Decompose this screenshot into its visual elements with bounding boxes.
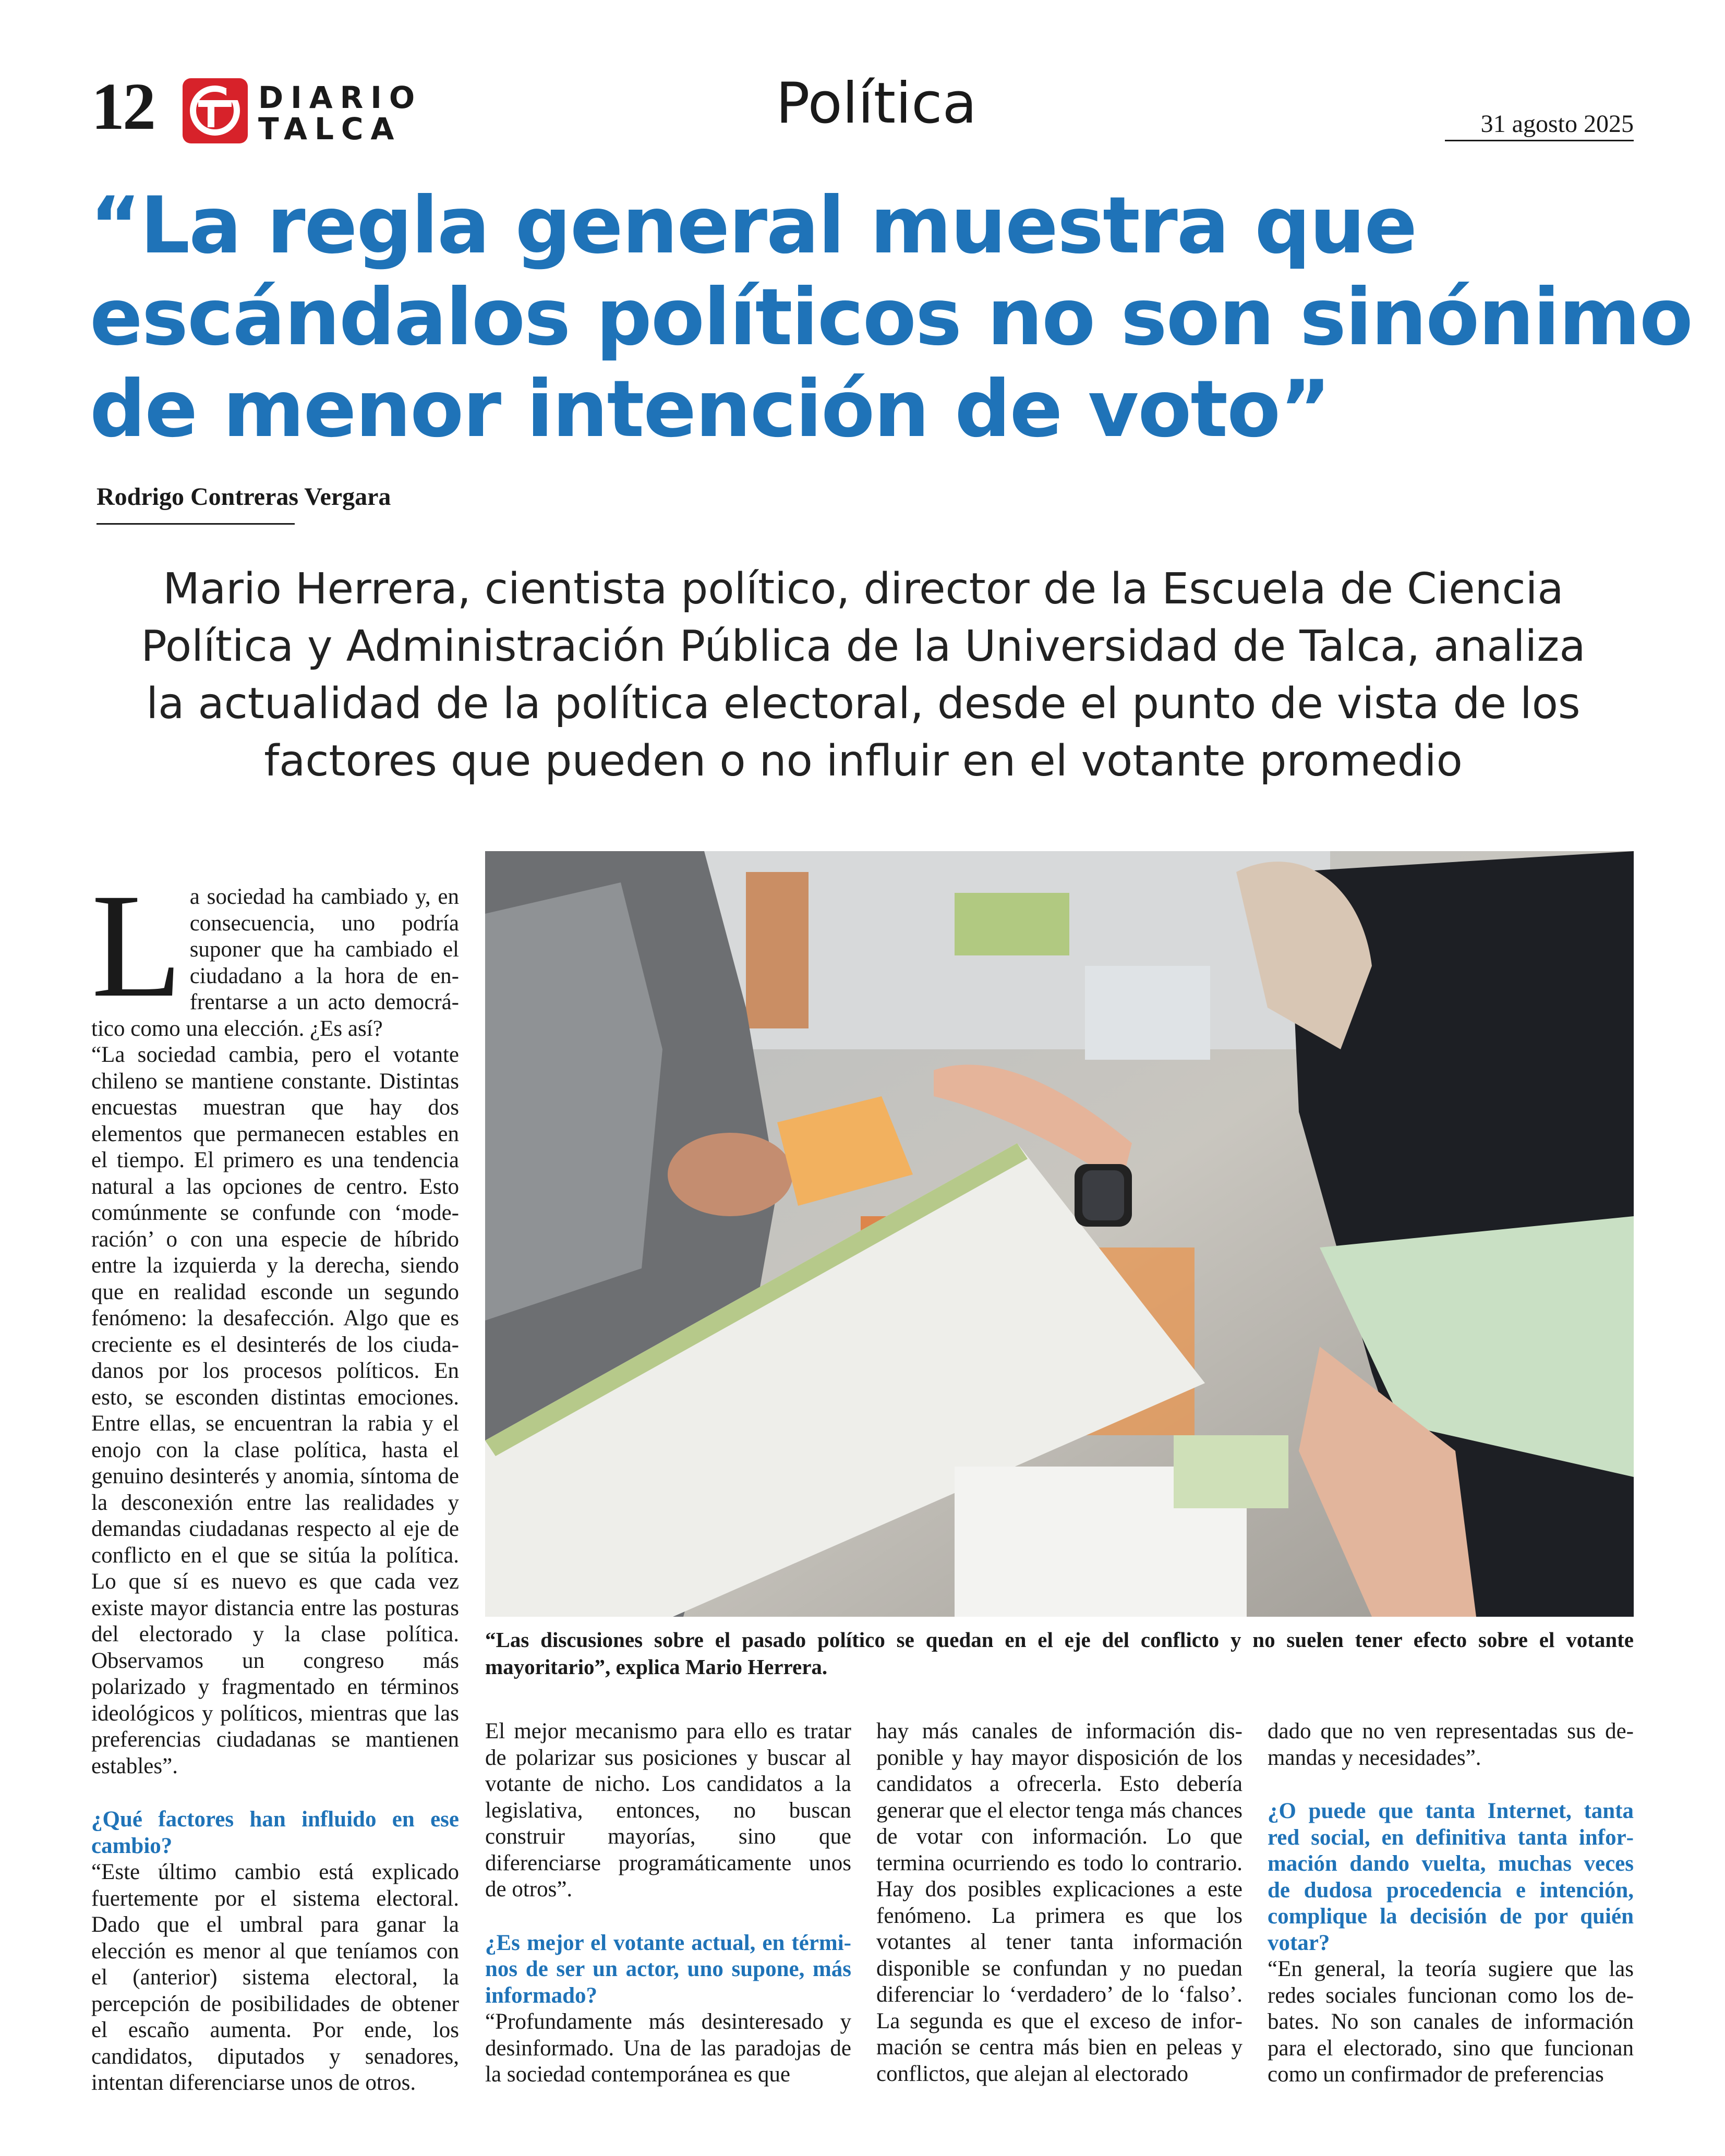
logo-text-talca: TALCA	[258, 111, 402, 147]
body-column-2	[485, 1718, 851, 2088]
headline	[90, 180, 1692, 455]
body-paragraph: hay más canales de información disponible y hay mayor disposición de los candidatos a ofrecerla. Esto debería generar que el elector tenga más chances de votar con información. Lo que termina ocurriendo es todo lo contrario. Hay dos posibles explicaciones a este fenómeno. La primera es que los votantes al tener tanta información disponible se confundan y no puedan diferenciar lo ‘verdadero’ de lo ‘falso’. La segunda es que el exceso de información se centra más bien en peleas y conflictos, que alejan al electorado	[876, 1719, 1243, 2086]
page-number: 12	[91, 69, 154, 143]
body-paragraph: “En general, la teoría sugiere que las redes sociales funcionan como los debates. No son canales de información para el electorado, sino que funcionan como un confirmador de preferencias	[1268, 1957, 1634, 2087]
logo-text-diario: DIARIO	[258, 80, 423, 115]
deck-summary	[104, 561, 1622, 790]
diario-talca-logo	[183, 78, 423, 147]
logo-mark-icon	[183, 78, 248, 143]
headline-line: escándalos políticos no son sinónimo	[90, 272, 1692, 363]
deck-line: Mario Herrera, cientista político, director de la Escuela de Ciencia	[163, 564, 1564, 614]
voting-scene-illustration	[485, 851, 1634, 1617]
section-title: Política	[776, 71, 977, 136]
headline-line: de menor intención de voto”	[90, 364, 1330, 455]
date-underline	[1445, 140, 1634, 141]
headline-line: “La regla general muestra que	[90, 180, 1417, 271]
body-paragraph: “Profundamente más desinteresado y desinformado. Una de las paradojas de la sociedad contemporánea es que	[485, 2009, 851, 2087]
body-column-4	[1268, 1718, 1634, 2088]
drop-cap: L	[91, 863, 183, 1028]
body-paragraph: a sociedad ha cambiado y, en consecuencia, uno podría suponer que ha cambiado el ciudadano a la hora de enfrentarse a un acto democrático como una elección. ¿Es así?	[91, 885, 459, 1041]
byline: Rodrigo Contreras Vergara	[96, 483, 391, 511]
issue-date: 31 agosto 2025	[1480, 110, 1634, 138]
body-paragraph: “La sociedad cambia, pero el votante chileno se mantiene constante. Distintas encuestas muestran que hay dos elementos que permanecen estables en el tiempo. El primero es una tendencia natural a las opciones de centro. Esto comúnmente se confunde con ‘moderación’ o con una especie de híbrido entre la izquierda y la derecha, siendo que en realidad esconde un segundo fenómeno: la desafección. Algo que es creciente es el desinterés de los ciudadanos por los procesos políticos. En esto, se esconden distintas emociones. Entre ellas, se encuentran la rabia y el enojo con la clase política, hasta el genuino desinterés y anomia, síntoma de la desconexión entre las realidades y demandas ciudadanas respecto al eje de conflicto en el que se sitúa la política. Lo que sí es nuevo es que cada vez existe mayor distancia entre las posturas del electorado y la clase política. Observamos un congreso más polarizado y fragmentado en términos ideológicos y políticos, mientras que las preferencias ciudadanas se mantienen estables”.	[91, 1043, 459, 1778]
body-paragraph: El mejor mecanismo para ello es tratar de polarizar sus posiciones y buscar al votante de nicho. Los candidatos a la legislativa, entonces, no buscan construir mayorías, sino que diferenciarse programáticamente unos de otros”.	[485, 1719, 851, 1901]
interview-question: ¿Es mejor el votante actual, en términos de ser un actor, uno supone, más informado?	[485, 1930, 851, 2008]
body-column-3	[876, 1718, 1243, 2087]
body-column-1	[91, 863, 459, 2097]
body-paragraph: “Este último cambio está explicado fuertemente por el sistema electoral. Dado que el umbral para ganar la elección es menor al que teníamos con el (anterior) sistema electoral, la percepción de posibilidades de obtener el escaño aumenta. Por ende, los candidatos, diputados y senadores, intentan diferenciarse unos de otros.	[91, 1860, 459, 2095]
deck-line: la actualidad de la política electoral, desde el punto de vista de los	[146, 679, 1581, 729]
deck-line: Política y Administración Pública de la Universidad de Talca, analiza	[141, 622, 1586, 671]
body-paragraph: dado que no ven representadas sus demandas y necesidades”.	[1268, 1719, 1634, 1770]
interview-question: ¿Qué factores han influido en ese cambio?	[91, 1807, 459, 1858]
photo-caption: “Las discusiones sobre el pasado político se quedan en el eje del conflicto y no suelen tener efecto sobre el votante mayoritario”, explica Mario Herrera.	[485, 1628, 1634, 1679]
byline-underline	[96, 523, 295, 525]
article-photo	[485, 851, 1634, 1617]
deck-line: factores que pueden o no influir en el votante promedio	[264, 736, 1463, 786]
interview-question: ¿O puede que tanta Internet, tanta red social, en definitiva tanta información dando vuelta, muchas veces de dudosa procedencia e intención, complique la decisión de por quién votar?	[1268, 1799, 1634, 1955]
